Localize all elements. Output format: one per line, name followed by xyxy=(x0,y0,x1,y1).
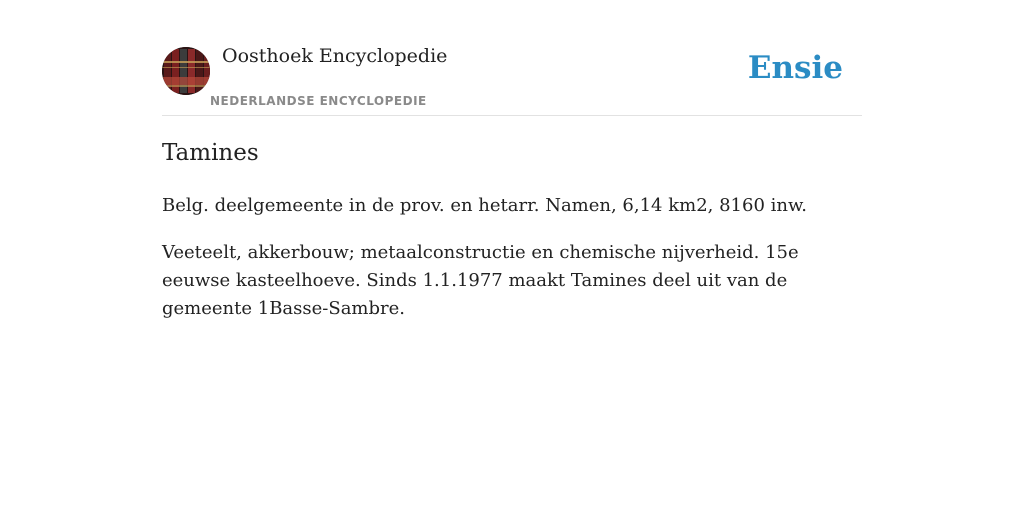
encyclopedia-books-icon[interactable] xyxy=(162,47,210,95)
site-subtitle: NEDERLANDSE ENCYCLOPEDIE xyxy=(210,94,427,108)
article-title: Tamines xyxy=(162,140,259,166)
page-container xyxy=(162,0,862,319)
site-header xyxy=(162,0,862,116)
site-title-link[interactable]: Oosthoek Encyclopedie xyxy=(222,45,448,67)
article-paragraph: Belg. deelgemeente in de prov. en hetarr. Namen, 6,14 km2, 8160 inw. xyxy=(162,195,807,216)
article-body xyxy=(162,192,842,342)
brand-logo-link[interactable]: Ensie xyxy=(747,50,843,86)
article-paragraph: Veeteelt, akkerbouw; metaalconstructie en chemische nijverheid. 15e eeuwse kasteelhoeve. Sinds 1.1.1977 maakt Tamines deel uit van de gemeente 1Basse-Sambre. xyxy=(162,242,799,319)
